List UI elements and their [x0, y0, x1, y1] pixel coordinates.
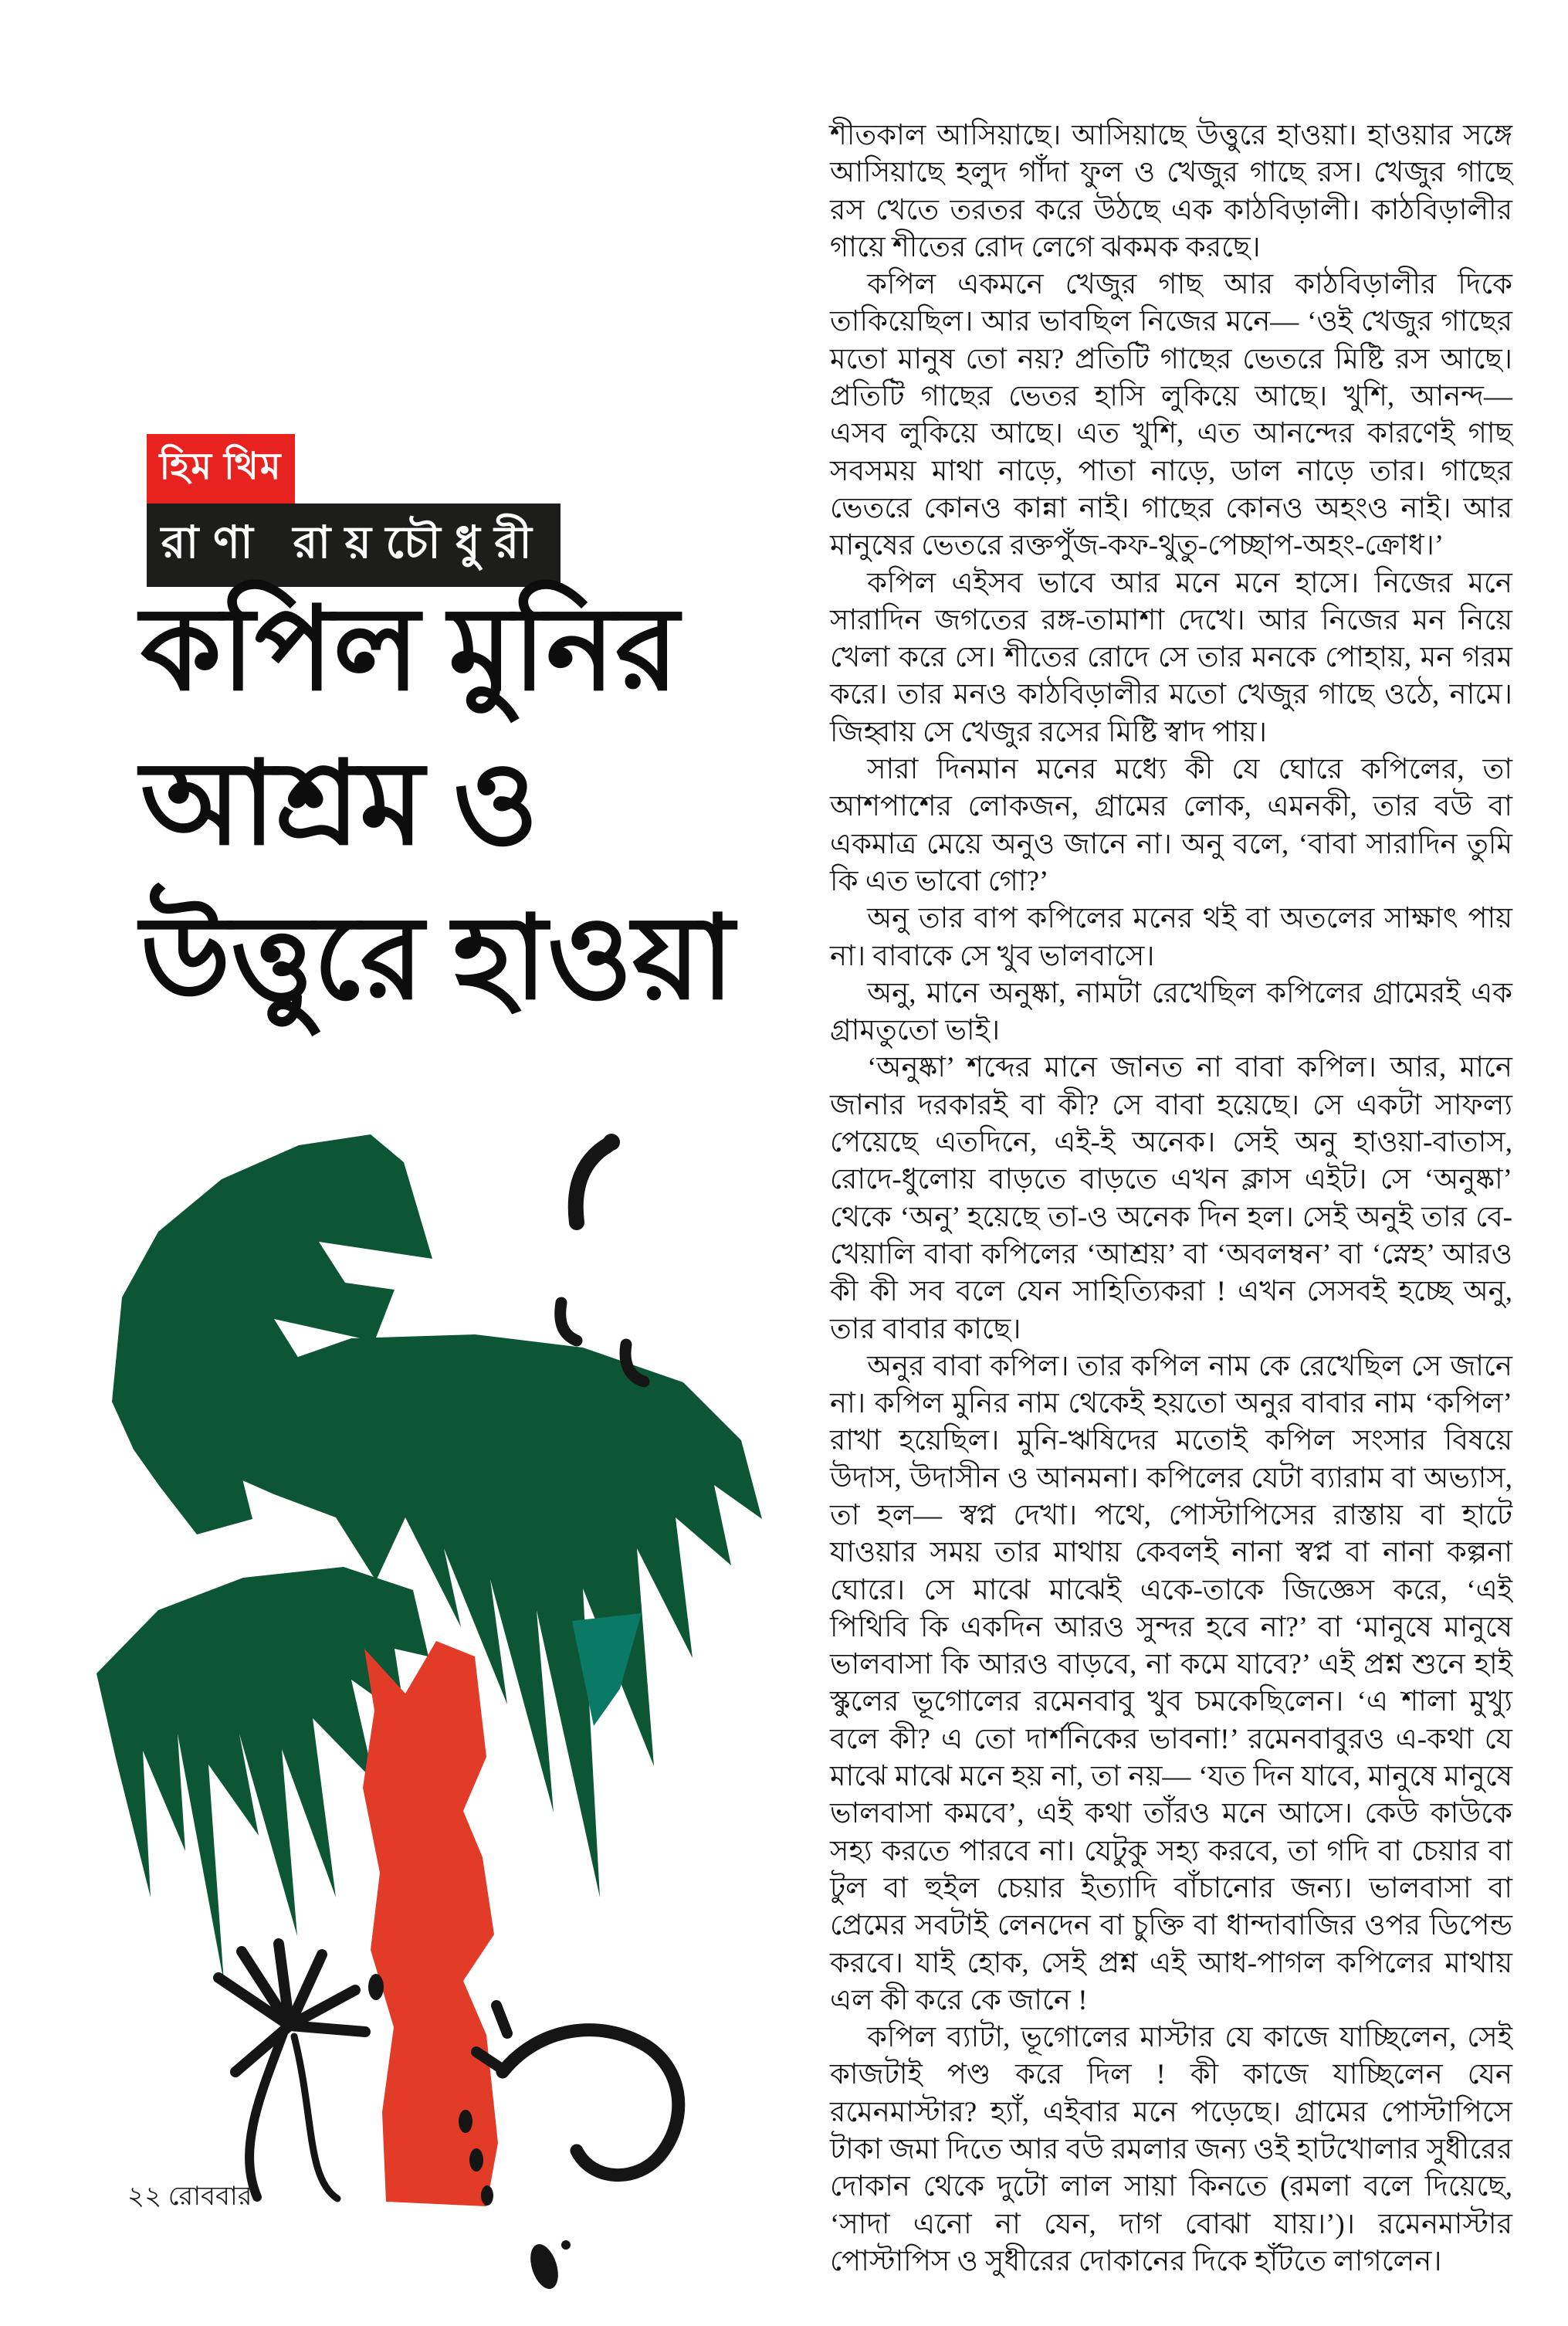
paragraph: ‘অনুষ্কা’ শব্দের মানে জানত না বাবা কপিল। আর, মানে জানার দরকারই বা কী? সে বাবা হয়েছে। সে একটা সাফল্য পেয়েছে এতদিনে, এই-ই অনেক। সেই অনু হাওয়া-বাতাস, রোদে-ধুলোয় বাড়তে বাড়তে এখন ক্লাস এইট। সে ‘অনুষ্কা’ থেকে ‘অনু’ হয়েছে তা-ও অনেক দিন হল। সেই অনুই তার বে-খেয়ালি বাবা কপিলের ‘আশ্রয়’ বা ‘অবলম্বন’ বা ‘স্নেহ’ আরও কী কী সব বলে যেন সাহিত্যিকরা ! এখন সেসবই হচ্ছে অনু, তার বাবার কাছে।	[830, 1052, 1512, 1345]
leaf-shape-middle	[193, 1334, 762, 1897]
title-line-2: আশ্রম ও	[141, 741, 539, 869]
paragraph: কপিল একমনে খেজুর গাছ আর কাঠবিড়ালীর দিকে তাকিয়েছিল। আর ভাবছিল নিজের মনে— ‘ওই খেজুর গাছের মতো মানুষ তো নয়? প্রতিটি গাছের ভেতরে মিষ্টি রস আছে। প্রতিটি গাছের ভেতর হাসি লুকিয়ে আছে। খুশি, আনন্দ— এসব লুকিয়ে আছে। এত খুশি, এত আনন্দের কারণেই গাছ সবসময় মাথা নাড়ে, পাতা নাড়ে, ডাল নাড়ে তার। গাছের ভেতরে কোনও কান্না নাই। গাছের কোনও অহংও নাই। আর মানুষের ভেতরে রক্তপুঁজ-কফ-থুতু-পেচ্ছাপ-অহং-ক্রোধ।’	[830, 269, 1512, 562]
paragraph: সারা দিনমান মনের মধ্যে কী যে ঘোরে কপিলের, তা আশপাশের লোকজন, গ্রামের লোক, এমনকী, তার বউ বা একমাত্র মেয়ে অনুও জানে না। অনু বলে, ‘বাবা সারাদিন তুমি কি এত ভাবো গো?’	[830, 754, 1512, 897]
author-name: রাণা রায়চৌধুরী	[161, 517, 547, 568]
illustration-artwork	[42, 1116, 814, 2297]
paragraph: অনুর বাবা কপিল। তার কপিল নাম কে রেখেছিল সে জানে না। কপিল মুনির নাম থেকেই হয়তো অনুর বাবার নাম ‘কপিল’ রাখা হয়েছিল। মুনি-ঋষিদের মতোই কপিল সংসার বিষয়ে উদাস, উদাসীন ও আনমনা। কপিলের যেটা ব্যারাম বা অভ্যাস, তা হল— স্বপ্ন দেখা। পথে, পোস্টাপিসের রাস্তায় বা হাটে যাওয়ার সময় তার মাথায় কেবলই নানা স্বপ্ন বা নানা কল্পনা ঘোরে। সে মাঝে মাঝেই একে-তাকে জিজ্ঞেস করে, ‘এই পিথিবি কি একদিন আরও সুন্দর হবে না?’ বা ‘মানুষে মানুষে ভালবাসা কি আরও বাড়বে, না কমে যাবে?’ এই প্রশ্ন শুনে হাই স্কুলের ভূগোলের রমেনবাবু খুব চমকেছিলেন। ‘এ শালা মুখ্যু বলে কী? এ তো দার্শনিকের ভাবনা!’ রমেনবাবুরও এ-কথা যে মাঝে মাঝে মনে হয় না, তা নয়— ‘যত দিন যাবে, মানুষে মানুষে ভালবাসা কমবে’, এই কথা তাঁরও মনে আসে। কেউ কাউকে সহ্য করতে পারবে না। যেটুকু সহ্য করবে, তা গদি বা চেয়ার বা টুল বা হুইল চেয়ার ইত্যাদি বাঁচানোর জন্য। ভালবাসা বা প্রেমের সবটাই লেনদেন বা চুক্তি বা ধান্দাবাজির ওপর ডিপেন্ড করবে। যাই হোক, সেই প্রশ্ন এই আধ-পাগল কপিলের মাথায় এল কী করে কে জানে !	[830, 1350, 1512, 2016]
leaf-shape-teal	[572, 1613, 642, 1726]
page-folio: ২২ রোববার	[127, 2182, 252, 2211]
title-line-3: উত্তুরে হাওয়া	[141, 895, 734, 1023]
ink-squirrel-strokes	[218, 1944, 679, 2292]
article-body	[830, 117, 1512, 2280]
article-title	[141, 573, 851, 1036]
paragraph: অনু তার বাপ কপিলের মনের থই বা অতলের সাক্ষাৎ পায় না। বাবাকে সে খুব ভালবাসে।	[830, 903, 1512, 972]
illustration-svg	[42, 1116, 814, 2297]
ink-bird-marks	[560, 1134, 644, 1382]
paragraph: শীতকাল আসিয়াছে। আসিয়াছে উত্তুরে হাওয়া। হাওয়ার সঙ্গে আসিয়াছে হলুদ গাঁদা ফুল ও খেজুর গাছে রস। খেজুর গাছে রস খেতে তরতর করে উঠছে এক কাঠবিড়ালী। কাঠবিড়ালীর গায়ে শীতের রোদ লেগে ঝকমক করছে।	[830, 120, 1512, 263]
title-line-1: কপিল মুনির	[141, 586, 679, 714]
section-tag	[147, 434, 295, 504]
leaf-shape-lower-left	[97, 1567, 428, 1982]
trunk-shape-red	[363, 1641, 498, 2206]
section-tag-label: হিম থিম	[159, 446, 283, 487]
paragraph: কপিল এইসব ভাবে আর মনে মনে হাসে। নিজের মনে সারাদিন জগতের রঙ্গ-তামাশা দেখে। আর নিজের মন নিয়ে খেলা করে সে। শীতের রোদে সে তার মনকে পোহায়, মন গরম করে। তার মনও কাঠবিড়ালীর মতো খেজুর গাছে ওঠে, নামে। জিহ্বায় সে খেজুর রসের মিষ্টি স্বাদ পায়।	[830, 567, 1512, 748]
paragraph: অনু, মানে অনুষ্কা, নামটা রেখেছিল কপিলের গ্রামেরই এক গ্রামতুতো ভাই।	[830, 977, 1512, 1047]
paragraph: কপিল ব্যাটা, ভূগোলের মাস্টার যে কাজে যাচ্ছিলেন, সেই কাজটাই পণ্ড করে দিল ! কী কাজে যাচ্ছিলেন যেন রমেনমাস্টার? হ্যাঁ, এইবার মনে পড়েছে। গ্রামের পোস্টাপিসে টাকা জমা দিতে আর বউ রমলার জন্য ওই হাটখোলার সুধীরের দোকান থেকে দুটো লাল সায়া কিনতে (রমলা বলে দিয়েছে, ‘সাদা এনো না যেন, দাগ বোঝা যায়।’)। রমেনমাস্টার পোস্টাপিস ও সুধীরের দোকানের দিকে হাঁটতে লাগলেন।	[830, 2022, 1512, 2277]
leaf-shape-top-left	[112, 1134, 432, 1534]
